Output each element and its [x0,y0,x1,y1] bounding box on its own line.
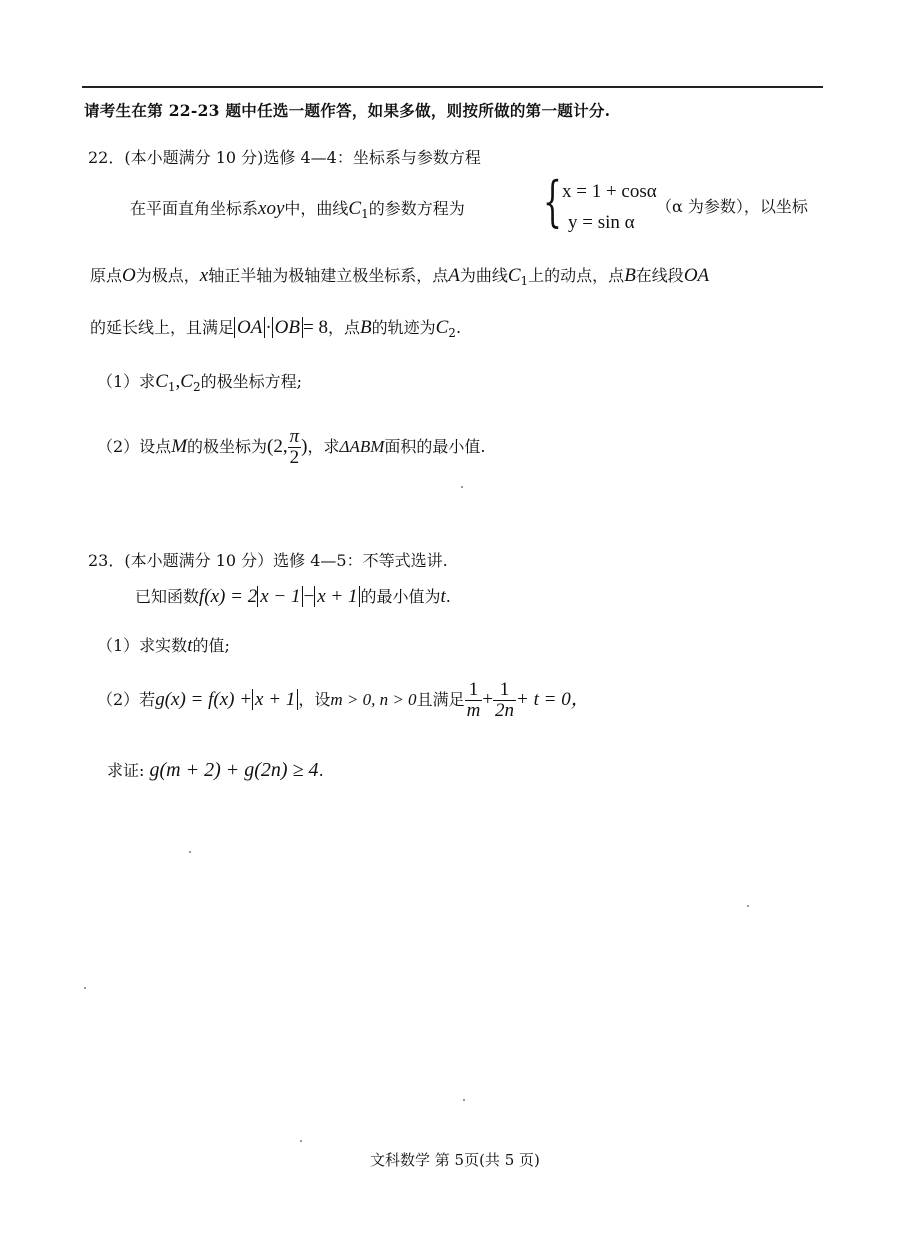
q22-p2-c: ，求 [307,436,340,456]
polar-close: ) [301,435,308,457]
fraction2-denominator: 2n [495,699,515,721]
q22-point-m: M [171,435,188,457]
fraction1-numerator: 1 [465,680,483,701]
q22-p1-c2-sub: 2 [192,380,201,394]
q22-intro [130,199,465,220]
prove-label: 求证: [107,761,145,780]
q22-x: x [199,265,209,286]
q22-intro-text-b: 中，曲线 [284,199,349,218]
q22-segment-oa: OA [683,265,710,286]
q22-line2-c: 轴正半轴为极轴建立极坐标系，点 [208,266,449,285]
scan-speck [84,987,86,989]
q22-line2-e: 上的动点，点 [528,266,625,285]
q22-p2-a: （2）设点 [97,436,172,456]
q22-line3-end: . [455,318,462,337]
plus-t-equals-zero: + t = 0， [516,688,590,710]
instruction: 请考生在第 22-23 题中任选一题作答，如果多做，则按所做的第一题计分. [84,101,611,120]
q22-xoy: xoy [258,198,285,219]
q22-heading: 22．(本小题满分 10 分)选修 4—4：坐标系与参数方程 [88,148,481,167]
scan-speck [461,486,463,488]
q22-part1 [97,372,302,393]
q23-p1-b: 的值; [192,636,230,655]
prove-expression: g(m + 2) + g(2n) ≥ 4 [149,759,319,781]
abs-x-plus-1: x + 1 [314,586,360,607]
q23-p1-t: t [187,635,193,656]
abs-x-plus-1-g: x + 1 [252,689,298,710]
q22-line2-curve: C [507,265,521,286]
q22-line2 [90,266,709,287]
q22-p2-d: 面积的最小值. [384,436,486,456]
minus-sign: − [303,586,315,607]
q22-curve-c1-sub: 1 [361,207,369,221]
system-brace: { [543,170,562,233]
q22-line2-f: 在线段 [635,266,684,285]
pi-numerator: π [289,426,300,447]
q22-point-a: A [448,265,460,286]
q22-line2-d: 为曲线 [459,266,508,285]
fraction-1-over-m [465,680,483,721]
fraction1-denominator: m [466,699,481,721]
q22-curve-c2-sub: 2 [448,326,456,340]
q22-line2-b: 为极点， [135,266,200,285]
q22-part2 [97,427,486,468]
abs-oa: OA [234,317,265,338]
q23-known-end: . [445,587,451,606]
condition-mn: m > 0, n > 0 [330,689,417,709]
q23-heading: 23．(本小题满分 10 分）选修 4—5：不等式选讲. [88,551,448,570]
function-g: g(x) = f(x) + [155,688,253,710]
polar-open: (2, [267,435,288,457]
q22-intro-text-d: 的参数方程为 [368,199,465,218]
q22-curve-c1: C [348,198,362,219]
function-f: f(x) = 2 [199,586,258,607]
q22-p1-c1-sub: 1 [167,380,176,394]
q22-p1-a: （1）求 [97,372,156,391]
q22-p1-comma: , [175,371,181,392]
q22-line3-a: 的延长线上，且满足 [90,318,235,337]
page-footer: 文科数学 第 5页(共 5 页) [370,1151,540,1169]
dot-operator: · [265,317,272,338]
scan-speck [189,851,191,853]
q22-line3-point-b: B [359,317,372,338]
q22-p1-c2: C [180,371,193,392]
abs-ob: OB [272,317,303,338]
q23-known-b: 的最小值为 [360,587,441,606]
variable-t: t [440,586,446,607]
q22-p1-b: 的极坐标方程; [200,372,302,391]
q22-line3-b: ，点 [327,318,360,337]
triangle-abm: ΔABM [339,436,385,456]
q22-p1-c1: C [155,371,168,392]
q23-p1-a: （1）求实数 [97,636,188,655]
q23-prove [107,760,324,780]
scan-speck [747,905,749,907]
param-note: （α 为参数），以坐标 [656,197,808,216]
pi-denominator: 2 [289,446,300,468]
param-eq-y: y = sin α [568,212,635,233]
param-eq-x: x = 1 + cosα [562,181,657,202]
q22-line3 [90,318,461,339]
equals-eight: = 8 [303,317,328,338]
q23-known-a: 已知函数 [135,587,200,606]
q23-part2 [97,680,590,721]
top-rule [82,86,823,88]
q22-point-o: O [122,265,136,286]
q23-p2-a: （2）若 [97,689,156,709]
plus-sign: + [482,688,494,710]
pi-over-two [288,427,302,468]
q22-line2-a: 原点 [90,266,123,285]
q22-p2-b: 的极坐标为 [187,436,268,456]
q23-p2-b: ，设 [298,689,331,709]
scan-speck [463,1099,465,1101]
q22-curve-c2: C [435,317,449,338]
fraction2-numerator: 1 [493,680,516,701]
q23-part1 [97,636,230,655]
q23-p2-c: 且满足 [416,689,465,709]
fraction-1-over-2n [493,680,516,721]
scan-speck [300,1140,302,1142]
q22-point-b: B [624,265,636,286]
q22-intro-text-a: 在平面直角坐标系 [130,199,259,218]
prove-end: . [318,761,324,780]
q23-known [135,587,451,606]
abs-x-minus-1: x − 1 [257,586,303,607]
q22-line2-curve-sub: 1 [520,274,529,288]
q22-line3-c: 的轨迹为 [371,318,436,337]
